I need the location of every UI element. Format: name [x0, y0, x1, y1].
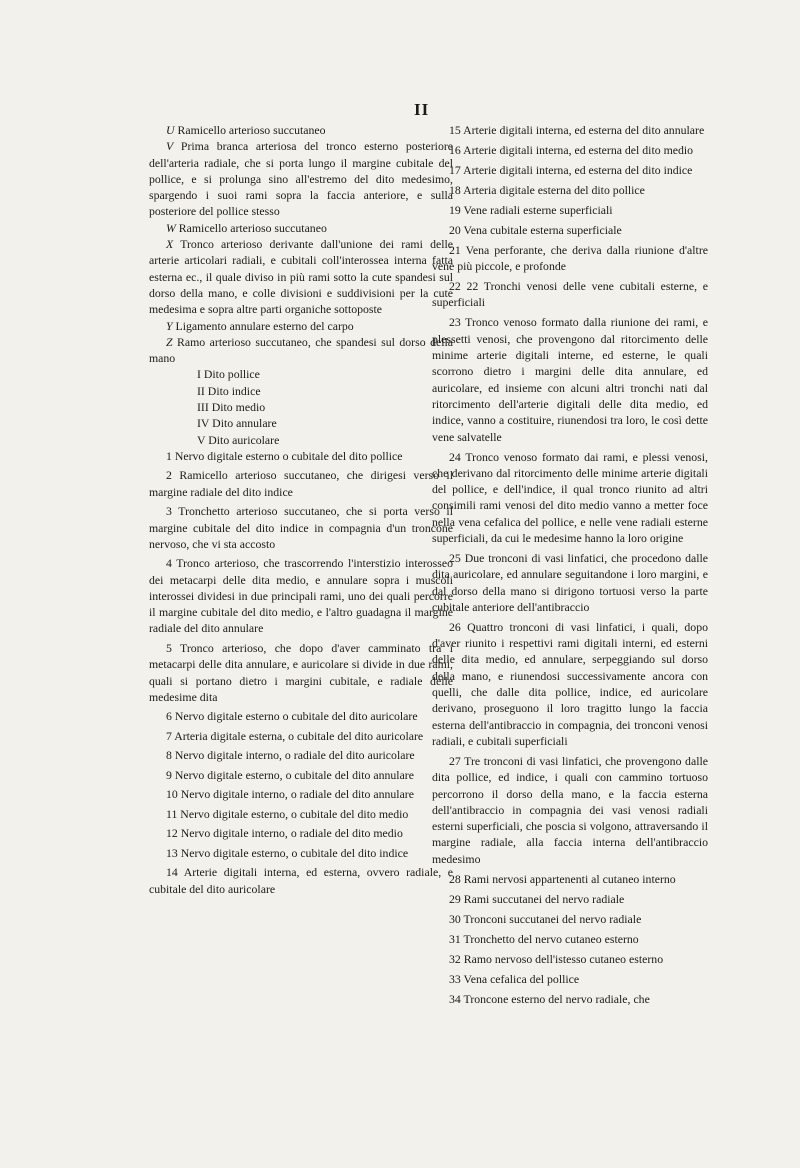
legend-entry: 13 Nervo digitale esterno, o cubitale del dito indice [166, 845, 409, 860]
left-column [149, 122, 453, 900]
legend-entry: 25 Due tronconi di vasi linfatici, che procedono dalle dita auricolare, ed annulare seguitandone i loro margini, e dal dorso della mano si dirigono tortuosi verso la parte cubitale anteriore dell'antibraccio [432, 551, 708, 614]
legend-entry: 33 Vena cefalica del pollice [449, 971, 580, 986]
legend-entry: 7 Arteria digitale esterna, o cubitale del dito auricolare [166, 728, 424, 743]
legend-entry: 28 Rami nervosi appartenenti al cutaneo interno [449, 871, 676, 886]
legend-entry: 11 Nervo digitale esterno, o cubitale del dito medio [166, 806, 409, 821]
legend-entry: 26 Quattro tronconi di vasi linfatici, i quali, dopo d'aver riunito i respettivi rami digitali interni, ed esterni delle dita medio, ed annulare, serpeggiando sul dorso della mano, e riunendosi successivamente ancora con quelli, che dalle dita pollice, indice, ed auricolare derivano, proseguono il loro tragitto lungo la faccia esterna dell'antibraccio in compagnia, dei tronconi venosi radiali, e cubitali superficiali [432, 619, 708, 748]
legend-text: Tronco arterioso derivante dall'unione dei rami delle arterie articolari radiali, e cubitali coll'interossea interna fatta esterna ec., il quale diviso in più rami sotto la cute spandesi sul dorso della mano, e colle divisioni e suddivisioni per la cute medesima e sopra altre parti organiche sottoposte [149, 237, 453, 317]
legend-entry: 31 Tronchetto del nervo cutaneo esterno [449, 931, 639, 946]
legend-entry: 30 Tronconi succutanei del nervo radiale [449, 911, 642, 926]
legend-entry: 17 Arterie digitali interna, ed esterna del dito indice [449, 162, 693, 177]
legend-key: Y [166, 318, 173, 333]
legend-entry: 18 Arteria digitale esterna del dito pollice [449, 182, 645, 197]
legend-entry-X [149, 236, 453, 317]
legend-key: X [166, 237, 174, 252]
legend-entry: 29 Rami succutanei del nervo radiale [449, 891, 625, 906]
legend-entry: 9 Nervo digitale esterno, o cubitale del dito annulare [166, 767, 414, 782]
legend-entry-W [149, 220, 453, 236]
legend-entry: 34 Troncone esterno del nervo radiale, che [449, 991, 650, 1006]
legend-entry-V [149, 138, 453, 219]
legend-entry: 5 Tronco arterioso, che dopo d'aver camminato tra i metacarpi delle dita annulare, e auricolare si divide in due rami, quali si portano dietro i margini cubitale, e radiale delle medesime dita [149, 640, 453, 704]
legend-text: Ramo arterioso succutaneo, che spandesi sul dorso della mano [149, 334, 453, 366]
legend-text: Ramicello arterioso succutaneo [178, 220, 327, 235]
legend-key: Z [166, 334, 173, 349]
legend-entry: 20 Vena cubitale esterna superficiale [449, 222, 622, 237]
legend-entry-Z [149, 334, 453, 367]
finger-label: I Dito pollice [197, 367, 260, 382]
finger-label: IV Dito annulare [197, 416, 277, 431]
legend-key: U [166, 123, 175, 137]
legend-entry: 19 Vene radiali esterne superficiali [449, 202, 613, 217]
legend-entry: 16 Arterie digitali interna, ed esterna del dito medio [449, 142, 694, 157]
legend-entry: 14 Arterie digitali interna, ed esterna, ovvero radiale, e cubitale del dito auricolare [149, 865, 453, 896]
legend-text: Prima branca arteriosa del tronco esterno posteriore dell'arteria radiale, che si porta lungo il margine cubitale del pollice, e si prolunga sino all'estremo del dito medesimo, spargendo i suoi rami sopra la faccia anteriore, e sulla posteriore del pollice stesso [149, 139, 454, 219]
legend-entry: 27 Tre tronconi di vasi linfatici, che provengono dalle dita pollice, ed indice, i quali con cammino tortuoso percorrono il dorso della mano, e la faccia esterna dell'antibraccio in compagnia dei vasi venosi radiali esterni superficiali, che poscia si volgono, attraversando il margine radiale, alla faccia interna dell'antibraccio medesimo [432, 753, 708, 866]
finger-label: III Dito medio [197, 400, 266, 415]
legend-key: V [166, 139, 174, 154]
legend-entry: 15 Arterie digitali interna, ed esterna del dito annulare [449, 123, 705, 137]
page-number: II [414, 100, 430, 119]
legend-text: Ramicello arterioso succutaneo [177, 123, 326, 137]
legend-entry: 8 Nervo digitale interno, o radiale del dito auricolare [166, 748, 415, 763]
right-column [432, 122, 708, 1011]
legend-entry: 32 Ramo nervoso dell'istesso cutaneo esterno [449, 951, 664, 966]
legend-entry-U [149, 122, 453, 138]
legend-entry-Y [149, 318, 453, 334]
legend-entry: 2 Ramicello arterioso succutaneo, che dirigesi verso il margine radiale del dito indice [149, 468, 453, 499]
legend-entry: 6 Nervo digitale esterno o cubitale del dito auricolare [166, 709, 418, 724]
legend-entry: 22 22 Tronchi venosi delle vene cubitali esterne, e superficiali [432, 279, 708, 310]
finger-label: V Dito auricolare [197, 432, 280, 447]
legend-entry: 21 Vena perforante, che deriva dalla riunione d'altre vene più piccole, e profonde [432, 242, 708, 274]
legend-entry: 23 Tronco venoso formato dalla riunione dei rami, e plessetti venosi, che provengono dal ritorcimento delle minime arterie digitali interne, ed esterne, le quali scorrono dietro i margini delle dita annulare, ed auricolare, ed insieme con alcuni altri tronchi nati dal ritorcimento dell'arterie digitali delle dita medio, ed indice, vanno a costituire, riunendosi tra loro, le così dette vene salvatelle [432, 315, 708, 444]
legend-text: Ligamento annulare esterno del carpo [175, 318, 354, 333]
legend-entry: 10 Nervo digitale interno, o radiale del dito annulare [166, 787, 414, 802]
legend-entry: 3 Tronchetto arterioso succutaneo, che si porta verso il margine cubitale del dito indice in compagnia d'un troncone nervoso, che vi sta accosto [149, 504, 453, 551]
finger-label: II Dito indice [197, 383, 261, 398]
legend-entry: 12 Nervo digitale interno, o radiale del dito medio [166, 826, 403, 841]
legend-entry: 24 Tronco venoso formato dai rami, e plessi venosi, che derivano dal ritorcimento delle minime arterie digitali del pollice, e dell'indice, il qual tronco riunito ad altri consimili rami venosi del dito medio vanno a metter foce nella vena cefalica del pollice, e nelle vene radiali esterne superficiali, da cui le medesime hanno la loro origine [432, 449, 708, 546]
legend-entry: 1 Nervo digitale esterno o cubitale del dito pollice [166, 448, 403, 463]
legend-key: W [166, 220, 176, 235]
legend-entry: 4 Tronco arterioso, che trascorrendo l'interstizio interosseo dei metacarpi delle dita medio, e annulare sopra i muscoli interossei dividesi in due principali rami, uno dei quali percorre il margine cubitale del dito medio, e l'altro guadagna il margine radiale del dito annulare [149, 556, 453, 636]
